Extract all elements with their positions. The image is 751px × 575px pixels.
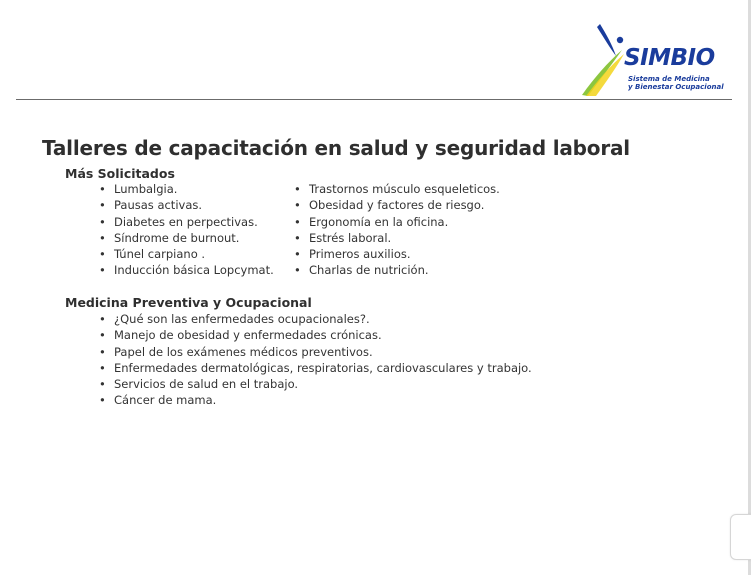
- list-item: • Cáncer de mama.: [99, 392, 532, 408]
- logo-subtitle-line1: Sistema de Medicina: [628, 75, 710, 83]
- list-item: • Charlas de nutrición.: [294, 262, 500, 278]
- header-divider: [16, 99, 732, 100]
- list-item: • Lumbalgia.: [99, 181, 274, 197]
- list-item: • Inducción básica Lopcymat.: [99, 262, 274, 278]
- list-item: • Diabetes en perpectivas.: [99, 214, 274, 230]
- logo-subtitle-line2: y Bienestar Ocupacional: [628, 83, 724, 91]
- list-item: • Túnel carpiano .: [99, 246, 274, 262]
- page-title: Talleres de capacitación en salud y seguridad laboral: [42, 136, 630, 160]
- list-item: • Trastornos músculo esqueleticos.: [294, 181, 500, 197]
- list-item: • ¿Qué son las enfermedades ocupacionales?.: [99, 311, 532, 327]
- list-item: • Estrés laboral.: [294, 230, 500, 246]
- list-item: • Obesidad y factores de riesgo.: [294, 197, 500, 213]
- section-heading-mas-solicitados: Más Solicitados: [65, 166, 175, 181]
- section-heading-medicina-preventiva: Medicina Preventiva y Ocupacional: [65, 295, 312, 310]
- list-item: • Síndrome de burnout.: [99, 230, 274, 246]
- medicina-preventiva-list: [99, 311, 532, 409]
- mas-solicitados-column-1: [99, 181, 274, 279]
- list-item: • Papel de los exámenes médicos preventivos.: [99, 344, 532, 360]
- list-item: • Pausas activas.: [99, 197, 274, 213]
- corner-widget-button[interactable]: [730, 514, 751, 560]
- list-item: • Enfermedades dermatológicas, respiratorias, cardiovasculares y trabajo.: [99, 360, 532, 376]
- list-item: • Servicios de salud en el trabajo.: [99, 376, 532, 392]
- mas-solicitados-column-2: [294, 181, 500, 279]
- simbio-logo: [580, 20, 735, 98]
- list-item: • Ergonomía en la oficina.: [294, 214, 500, 230]
- logo-wordmark: SIMBIO: [624, 45, 715, 71]
- list-item: • Primeros auxilios.: [294, 246, 500, 262]
- list-item: • Manejo de obesidad y enfermedades crónicas.: [99, 327, 532, 343]
